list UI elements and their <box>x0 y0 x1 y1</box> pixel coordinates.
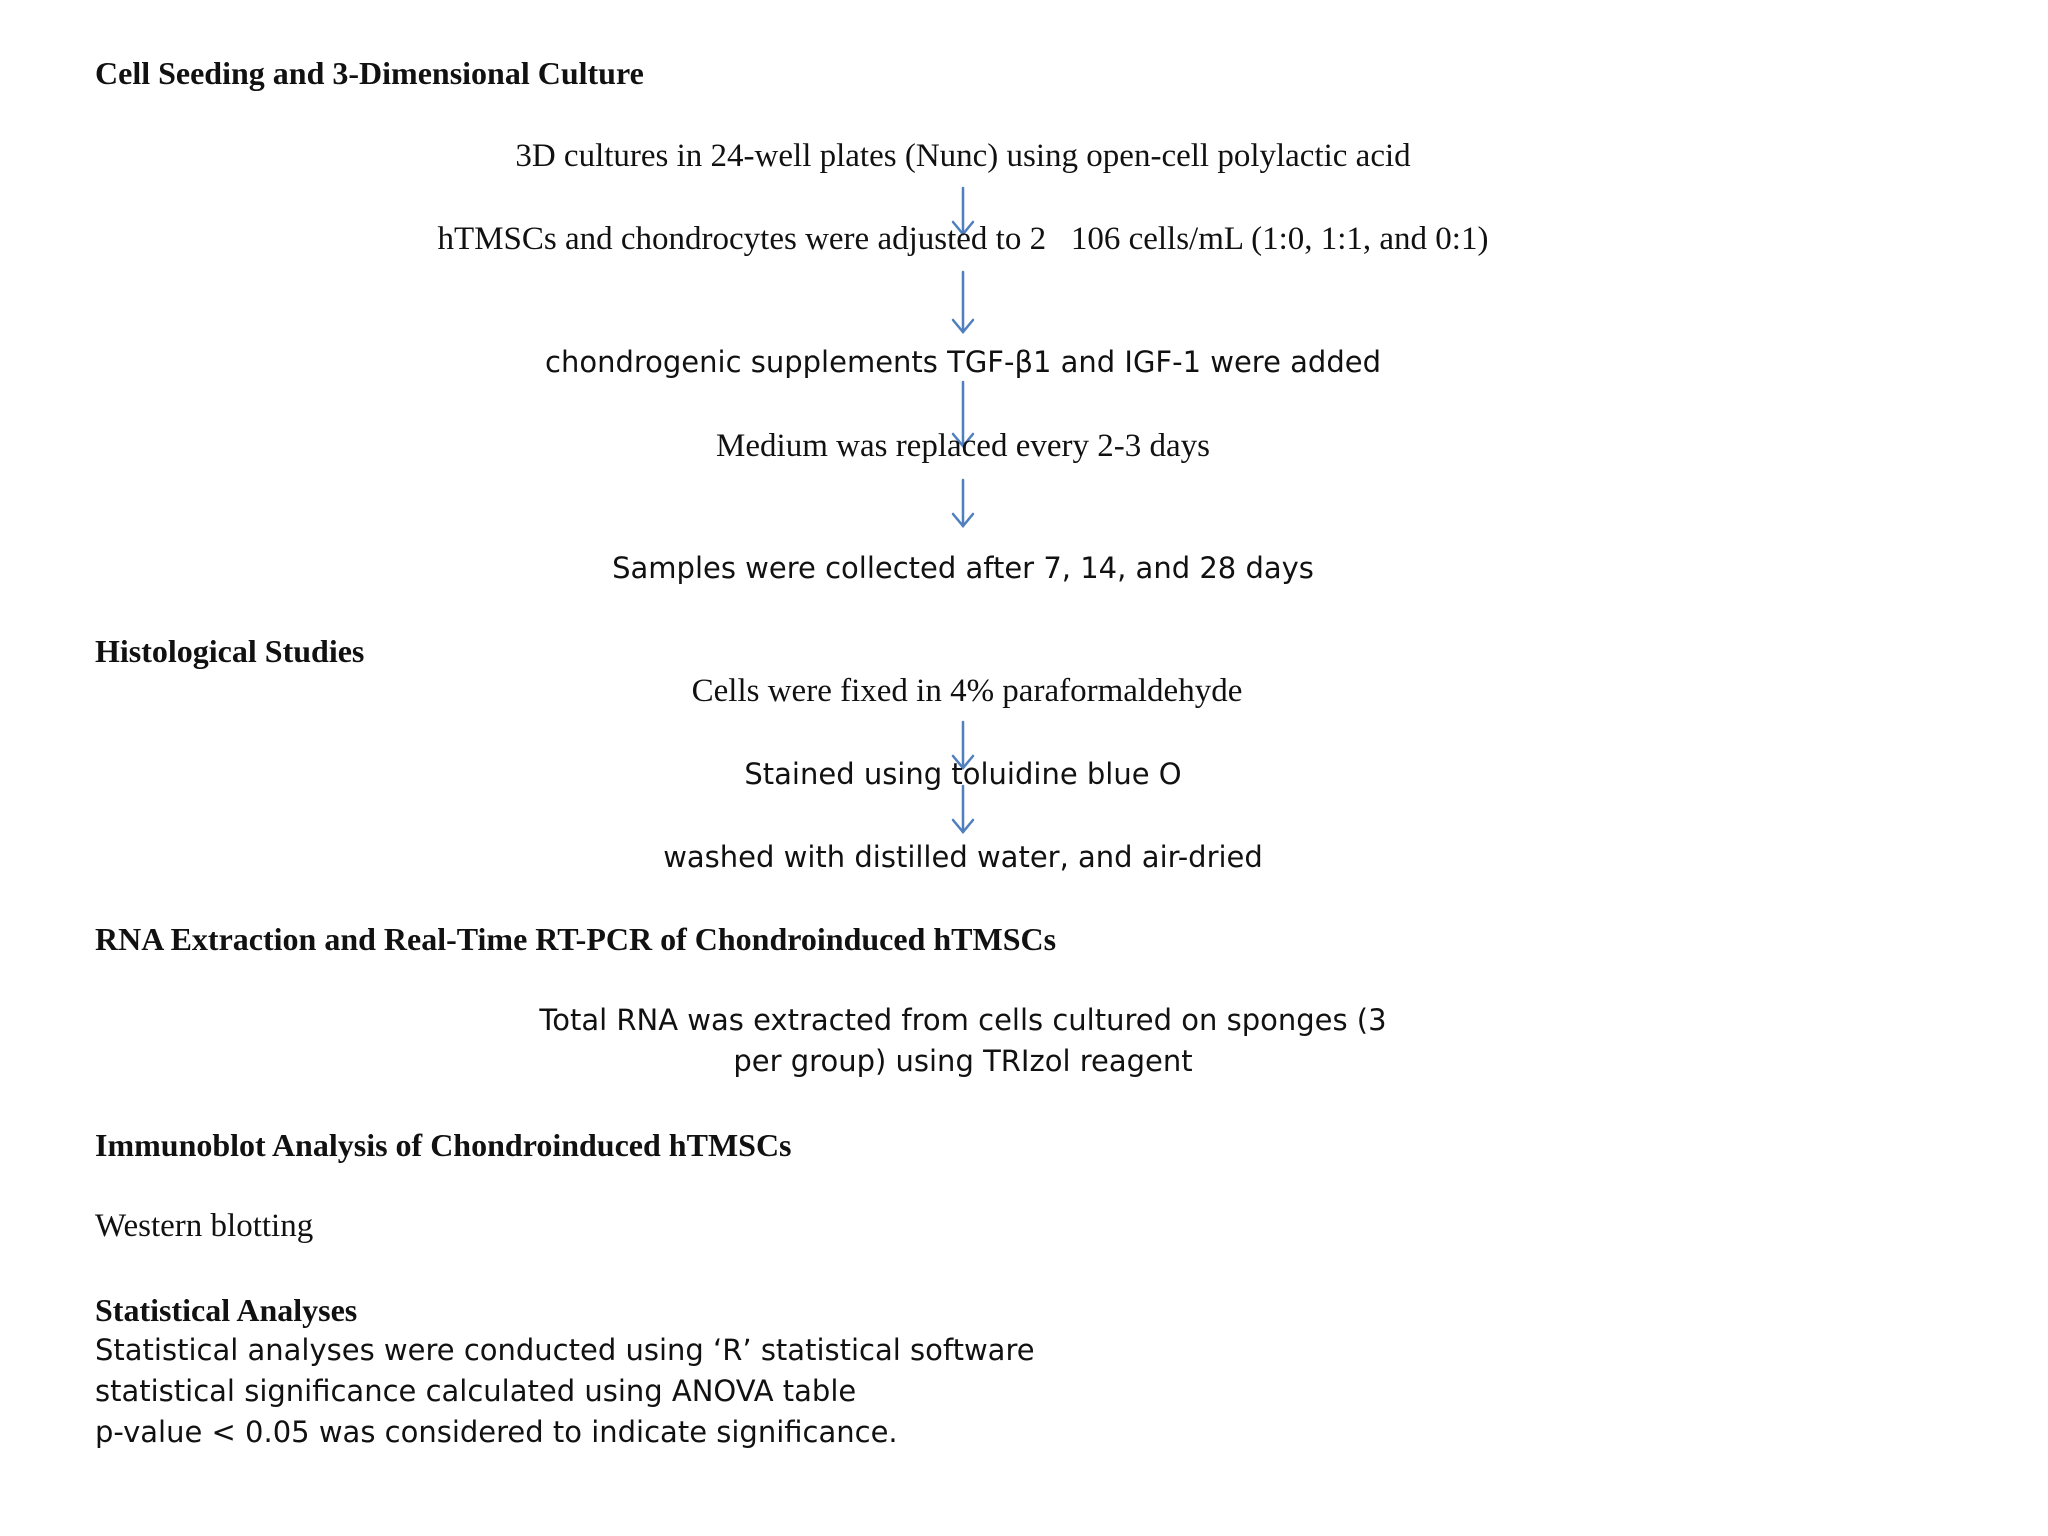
heading-statistical: Statistical Analyses <box>95 1292 358 1328</box>
arrow-2 <box>953 272 973 332</box>
rna-line-1: Total RNA was extracted from cells cultured on sponges (3 <box>539 1003 1387 1037</box>
stat-line-1: Statistical analyses were conducted using ‘R’ statistical software <box>95 1333 1035 1367</box>
stat-line-2: statistical significance calculated using ANOVA table <box>95 1374 857 1408</box>
arrow-4 <box>953 480 973 526</box>
step-stained: Stained using toluidine blue O <box>744 757 1182 791</box>
heading-immunoblot: Immunoblot Analysis of Chondroinduced hTMSCs <box>95 1127 792 1163</box>
immunoblot-text: Western blotting <box>95 1208 314 1244</box>
step-washed: washed with distilled water, and air-dried <box>663 840 1263 874</box>
step-fixed: Cells were fixed in 4% paraformaldehyde <box>691 673 1243 709</box>
heading-cell-seeding: Cell Seeding and 3-Dimensional Culture <box>95 55 644 91</box>
step-cell-adjust: hTMSCs and chondrocytes were adjusted to 2 106 cells/mL (1:0, 1:1, and 0:1) <box>437 221 1489 257</box>
heading-rna-extraction: RNA Extraction and Real-Time RT-PCR of Chondroinduced hTMSCs <box>95 921 1057 957</box>
step-3d-cultures: 3D cultures in 24-well plates (Nunc) using open-cell polylactic acid <box>515 138 1411 174</box>
step-supplements: chondrogenic supplements TGF-β1 and IGF-1 were added <box>545 345 1381 379</box>
step-medium-replaced: Medium was replaced every 2-3 days <box>716 428 1210 464</box>
arrow-6 <box>953 786 973 832</box>
step-samples-collected: Samples were collected after 7, 14, and 28 days <box>612 551 1314 585</box>
heading-histological: Histological Studies <box>95 633 365 669</box>
rna-line-2: per group) using TRIzol reagent <box>733 1044 1193 1078</box>
stat-line-3: p-value < 0.05 was considered to indicate significance. <box>95 1415 898 1449</box>
